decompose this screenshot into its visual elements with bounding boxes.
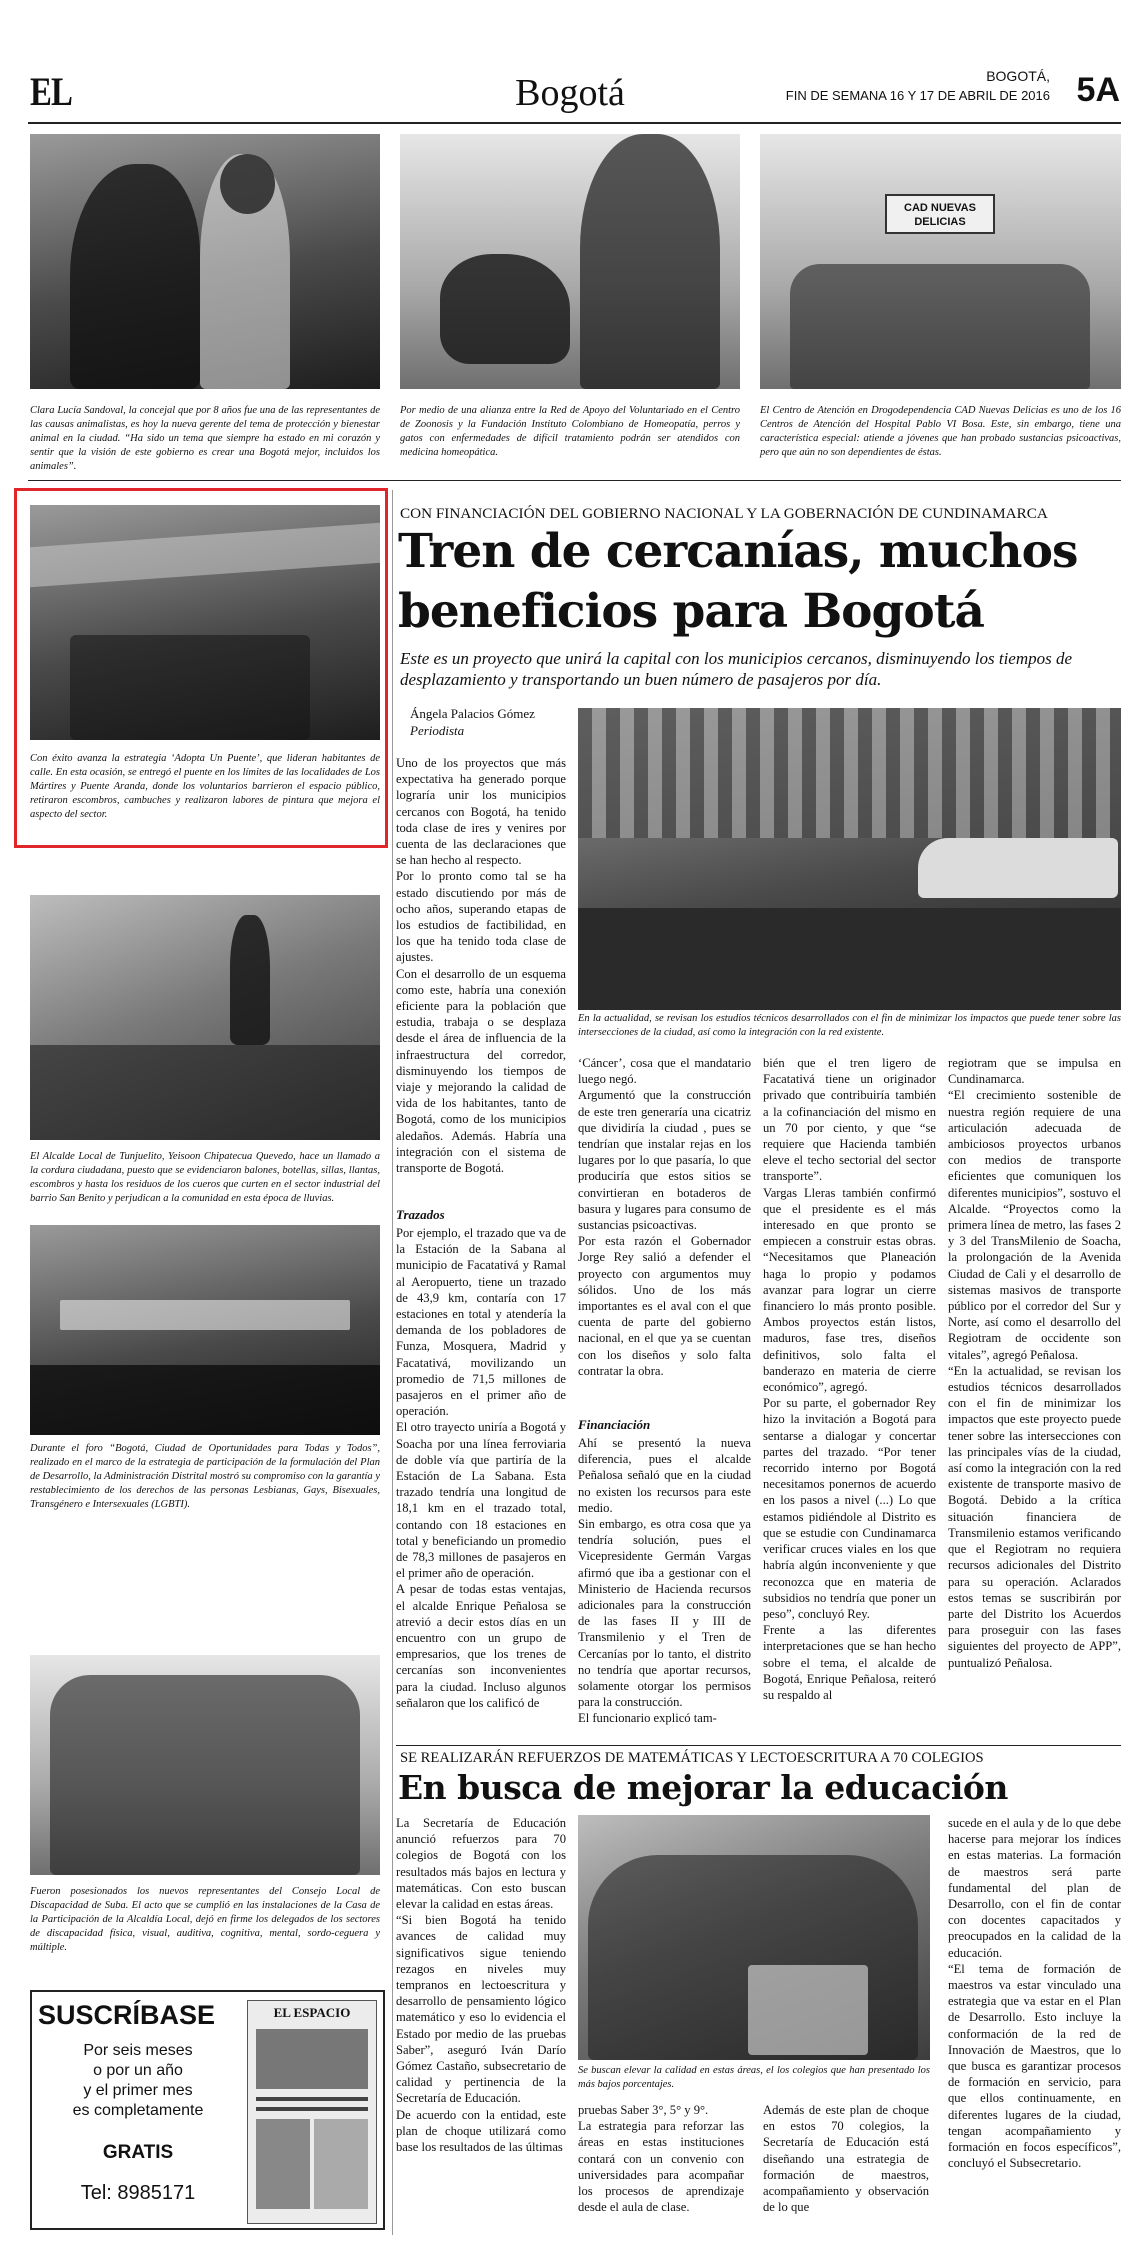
- article1-headline-line2: beneficios para Bogotá: [398, 584, 984, 639]
- masthead-paper-name: EL: [30, 69, 71, 114]
- article1-col2-financiacion: Ahí se presentó la nueva diferencia, pues el alcalde Peñalosa señaló que en la ciudad no existen los recursos para este medio. Sin embargo, es otra cosa que ya tendría solución, pues el Vicepresidente Germán Vargas afirmó que iba a gestionar con el Ministerio de Hacienda recursos adicionales para la construcción de las fases II y III de Transmilenio y el Tren de Cercanías por lo tanto, el distrito no tendría que aportar recursos, solamente otorgar los permisos para la construcción. El funcionario explicó tam-: [578, 1436, 751, 1726]
- cad-sign: CAD NUEVAS DELICIAS: [885, 194, 995, 234]
- subscribe-line1: Por seis meses: [83, 2042, 193, 2059]
- photo-cad-nuevas-delicias: [760, 134, 1121, 389]
- article1-col3: bién que el tren ligero de Facatativá tiene un originador privado que contribuiría también a la cofinanciación del mismo en un 70 por ciento, y que “se requiere que Hacienda también eleve el techo sectorial del sector transporte”. Vargas Lleras también confirmó que el presidente es el más interesado en que pronto se empiecen a construir estas obras. “Necesitamos que Planeación haga lo propio y podamos avanzar para lograr un cierre financiero lo más pronto posible. Ambos proyectos están listos, maduros, fase tres, diseños definitivos, solo falta el banderazo en materia de cierre económico”, agregó. Por su parte, el gobernador Rey hizo la invitación a Bogotá para sentarse a dialogar y concertar partes del trazado. “Por tener recorrido interno por Bogotá necesitamos ponernos de acuerdo en los pasos a nivel (...) Lo que estamos pidiéndole al Distrito es que se estudie con Cundinamarca verificar cruces viales en los que habría algún inconveniente y que reconozca que en materia de subsidios no tendría que poner un peso”, concluyó Rey. Frente a las diferentes interpretaciones que se han hecho sobre el tema, el alcalde de Bogotá, Enrique Peñalosa, reiteró su respaldo al: [763, 1056, 936, 1702]
- article2-headline: En busca de mejorar la educación: [398, 1768, 1008, 1807]
- article1-subhead-financiacion: Financiación: [578, 1417, 651, 1432]
- photo-lgbti-forum: [30, 1225, 380, 1435]
- caption-discapacidad: Fueron posesionados los nuevos representantes del Consejo Local de Discapacidad de Suba. El acto que se cumplió en las instalaciones de la Casa de la Participación de la Alcaldía Local, dejó en firme los delegados de los sectores de discapacidad física, visual, auditiva, cognitiva, mental, sordo-ceguera y múltiple.: [30, 1886, 380, 1953]
- masthead-date: FIN DE SEMANA 16 Y 17 DE ABRIL DE 2016: [785, 88, 1050, 103]
- article1-col4: regiotram que se impulsa en Cundinamarca. “El crecimiento sostenible de nuestra región requiere de una articulación adecuada de ambiciosos proyectos urbanos con medios de transporte eficientes que comuniquen los diferentes municipios”, sostuvo el Alcalde. “Proyectos como la primera línea de metro, las fases 2 y 3 del TransMilenio de Soacha, la prolongación de la Avenida Ciudad de Cali y el desarrollo de sistemas masivos de transporte público por el corredor del Sur y Norte, así como el desarrollo del Regiotram de occidente son vitales”, agregó Peñalosa. “En la actualidad, se revisan los estudios técnicos desarrollados con el fin de minimizar los impactos que este proyecto puede tener sobre las intersecciones con las principales vías de la ciudad, así como la integración con la red existente de transporte masivo de Bogotá. Debido a la crítica situación financiera de Transmilenio estamos verificando que el Regiotram no requiera recursos adicionales del Distrito para su operación. Aclarados estos temas se suscribirán por parte del Distrito los Acuerdos para proseguir con las fases siguientes del proyecto de APP”, puntualizó Peñalosa.: [948, 1056, 1121, 1670]
- article1-author: Ángela Palacios Gómez: [410, 706, 535, 721]
- article1-col2-top: ‘Cáncer’, cosa que el mandatario luego negó. Argumentó que la construcción de este tren generaría una cicatriz que dividiría la ciudad , pues se tendrían que instalar rejas en los lugares por lo que pasaría, lo que produciría que estos sitios se convirtieran en botaderos de basura y lugares para consumo de sustancias psicoactivas. Por esta razón el Gobernador Jorge Rey salió a defender el proyecto con argumentos muy sólidos. Uno de los más importantes es el aval con el que cuenta de parte del gobierno nacional, en el que ya se cuentan con los diseños y solo falta contratar la obra.: [578, 1056, 751, 1378]
- newspaper-stack-image: [247, 2000, 377, 2224]
- article1-col1-trazados: Por ejemplo, el trazado que va de la Estación de la Sabana al municipio de Facatativá y Ramal al Aeropuerto, tiene un trazado de 43,9 km, contaría con 17 estaciones en total y atendería la demanda de los pobladores de Funza, Mosquera, Madrid y Facatativá, movilizando un promedio de 71,5 millones de pasajeros en el primer año de operación. El otro trayecto uniría a Bogotá y Soacha por una línea ferroviaria de doble vía que partiría de la Estación de La Sabana. Esta trazado tendría una longitud de 18,1 km en el trazado total, contando con 18 estaciones en total y beneficiando un promedio de 78,3 millones de pasajeros en el primer año de operación. A pesar de todas estas ventajas, el alcalde Enrique Peñalosa se atrevió a decir estos días en un encuentro con un grupo de empresarios, que los trenes de cercanías son inconvenientes para la ciudad. Incluso algunos señalaron que los calificó de: [396, 1226, 566, 1710]
- subscribe-free: GRATIS: [102, 2142, 174, 2163]
- article1-dek: Este es un proyecto que unirá la capital con los municipios cercanos, disminuyendo los tiempos de desplazamiento y transportando un buen número de pasajeros por día.: [400, 649, 1073, 689]
- subscribe-line2: o por un año: [93, 2062, 183, 2079]
- article1-kicker: CON FINANCIACIÓN DEL GOBIERNO NACIONAL Y LA GOBERNACIÓN DE CUNDINAMARCA: [400, 505, 1048, 522]
- page-number: 5A: [1076, 71, 1120, 109]
- newspaper-mini-masthead: EL ESPACIO: [273, 2005, 351, 2020]
- subscribe-line3: y el primer mes: [83, 2082, 193, 2099]
- caption-students: Se buscan elevar la calidad en estas áreas, el los colegios que han presentado los más bajos porcentajes.: [578, 2065, 930, 2090]
- top-row-rule: [28, 480, 1121, 481]
- subscribe-title: SUSCRÍBASE: [38, 2000, 216, 2030]
- photo-tunjuelito-debris: [30, 895, 380, 1140]
- article1-subhead-trazados: Trazados: [396, 1207, 445, 1222]
- photo-adopta-un-puente: [30, 505, 380, 740]
- photo-students-reading: [578, 1815, 930, 2060]
- caption-train-render: En la actualidad, se revisan los estudios técnicos desarrollados con el fin de minimizar los impactos que puede tener sobre las intersecciones de la ciudad, así como la integración con la red existente.: [578, 1013, 1121, 1038]
- article1-col1-intro: Uno de los proyectos que más expectativa ha generado porque lograría unir los municipios cercanos con Bogotá, ha tenido toda clase de ires y venires por cuenta de las declaraciones que se han hecho al respecto. Por lo pronto como tal se ha estado discutiendo por más de ocho años, superando etapas de los estudios de factibilidad, en los que ha tenido toda clase de ajustes. Con el desarrollo de un esquema como este, habría una conexión eficiente para la población que estudia, trabaja o se desplaza desde el área de influencia de la infraestructura del corredor, disminuyendo los tiempos de viaje y mejorando la calidad de vida de los habitantes, tanto de Bogotá, como de los municipios aledaños. Además. Habría una integración con el sistema de transporte de Bogotá.: [396, 756, 566, 1176]
- section-title: Bogotá: [515, 72, 625, 114]
- caption-cad: El Centro de Atención en Drogodependencia CAD Nuevas Delicias es uno de los 16 Centros de Atención del Hospital Pablo VI Bosa. Este, sin embargo, tiene una característica especial: atiende a jóvenes que han probado sustancias psicoactivas, pero que aún no son dependientes de éstas.: [760, 405, 1121, 458]
- article2-kicker: SE REALIZARÁN REFUERZOS DE MATEMÁTICAS Y LECTOESCRITURA A 70 COLEGIOS: [400, 1750, 984, 1766]
- caption-tunjuelito: El Alcalde Local de Tunjuelito, Yeisoon Chipatecua Quevedo, hace un llamado a la cordura ciudadana, puesto que se evidenciaron balones, botellas, sillas, llantas, escombros y hasta los residuos de los cueros que curten en el sector industrial del barrio San Benito y perjudican a la comunidad en esta época de lluvias.: [30, 1151, 380, 1204]
- photo-discapacidad-suba: [30, 1655, 380, 1875]
- article1-headline-line1: Tren de cercanías, muchos: [398, 524, 1078, 579]
- subscribe-phone[interactable]: Tel: 8985171: [80, 2182, 196, 2204]
- masthead-rule: [28, 122, 1121, 124]
- caption-lgbti-forum: Durante el foro “Bogotá, Ciudad de Oportunidades para Todas y Todos”, realizado en el marco de la estrategia de participación de la formulación del Plan de Desarrollo, la Administración Distrital mostró su compromiso con la garantía y restablecimiento de los derechos de las personas Lesbianas, Gays, Bisexuales, Transgénero e Intersexuales (LGBTI).: [30, 1443, 380, 1510]
- subscribe-ad[interactable]: [30, 1990, 385, 2230]
- article2-col1: La Secretaría de Educación anunció refuerzos para 70 colegios de Bogotá con los resultados más bajos en lectura y matemáticas. Con esto buscan elevar la calidad en estas áreas. “Si bien Bogotá ha tenido avances de calidad muy significativos sigue teniendo rezagos en niveles muy tempranos en lectoescritura y desarrollo de pensamiento lógico matemático y eso lo evidencia el Estado por medio de las pruebas Saber”, aseguró Iván Darío Gómez Castaño, subsecretario de calidad y pertinencia de la Secretaría de Educación. De acuerdo con la entidad, este plan de choque utilizará como base los resultados de las últimas: [396, 1816, 566, 2155]
- caption-concejal: Clara Lucía Sandoval, la concejal que por 8 años fue una de las representantes de las causas animalistas, es hoy la nueva gerente del tema de protección y bienestar animal en la ciudad. “Ha sido un tema que siempre ha estado en mi corazón y sentir que la visión de este gobierno es crear una Bogotá mejor, incluidos los animales”.: [30, 405, 380, 472]
- article-separator: [396, 1745, 1121, 1746]
- article2-col3: Además de este plan de choque en estos 70 colegios, la Secretaría de Educación está diseñando una estrategia de formación de maestros, acompañamiento y observación de lo que: [763, 2103, 929, 2215]
- photo-concejal-with-horse: [30, 134, 380, 389]
- caption-homeopathy: Por medio de una alianza entre la Red de Apoyo del Voluntariado en el Centro de Zoonosis y la Fundación Instituto Colombiano de Homeopatía, perros y gatos con enfermedades de difícil tratamiento podrán ser atendidos con medicina homeopática.: [400, 405, 740, 458]
- photo-train-station-render: [578, 708, 1121, 1010]
- article2-col4: sucede en el aula y de lo que debe hacerse para mejorar los índices en estas materias. La formación de maestros será parte fundamental del plan de Desarrollo, con el fin de contar con docentes capacitados y preocupados en la calidad de la educación. “El tema de formación de maestros va estar vinculado una estrategia que va estar en el Plan de Desarrollo. Esto incluye la conformación de la red de Innovación de Maestros, que lo que busca es garantizar procesos de formación en servicio, para que ellos continuamente, en diferentes lugares de la ciudad, tengan acompañamiento y formación en focos específicos”, concluyó el Subsecretario.: [948, 1816, 1121, 2171]
- article1-author-role: Periodista: [410, 723, 465, 738]
- subscribe-line4: es completamente: [72, 2102, 204, 2119]
- column-divider: [392, 490, 393, 2235]
- photo-homeopathy-dog: [400, 134, 740, 389]
- article2-col2: pruebas Saber 3°, 5° y 9°. La estrategia para reforzar las áreas en estas instituciones contará con un convenio con universidades para acompañar los procesos de aprendizaje desde el aula de clase.: [578, 2103, 744, 2215]
- caption-adopta-un-puente: Con éxito avanza la estrategia ‘Adopta Un Puente’, que lideran habitantes de calle. En esta ocasión, se entregó el puente en los límites de las localidades de Los Mártires y Puente Aranda, donde los voluntarios barrieron el espacio público, retiraron escombros, cambuches y realizaron labores de pintura que mejora el aspecto del sector.: [30, 753, 380, 820]
- masthead-city: BOGOTÁ,: [986, 68, 1050, 84]
